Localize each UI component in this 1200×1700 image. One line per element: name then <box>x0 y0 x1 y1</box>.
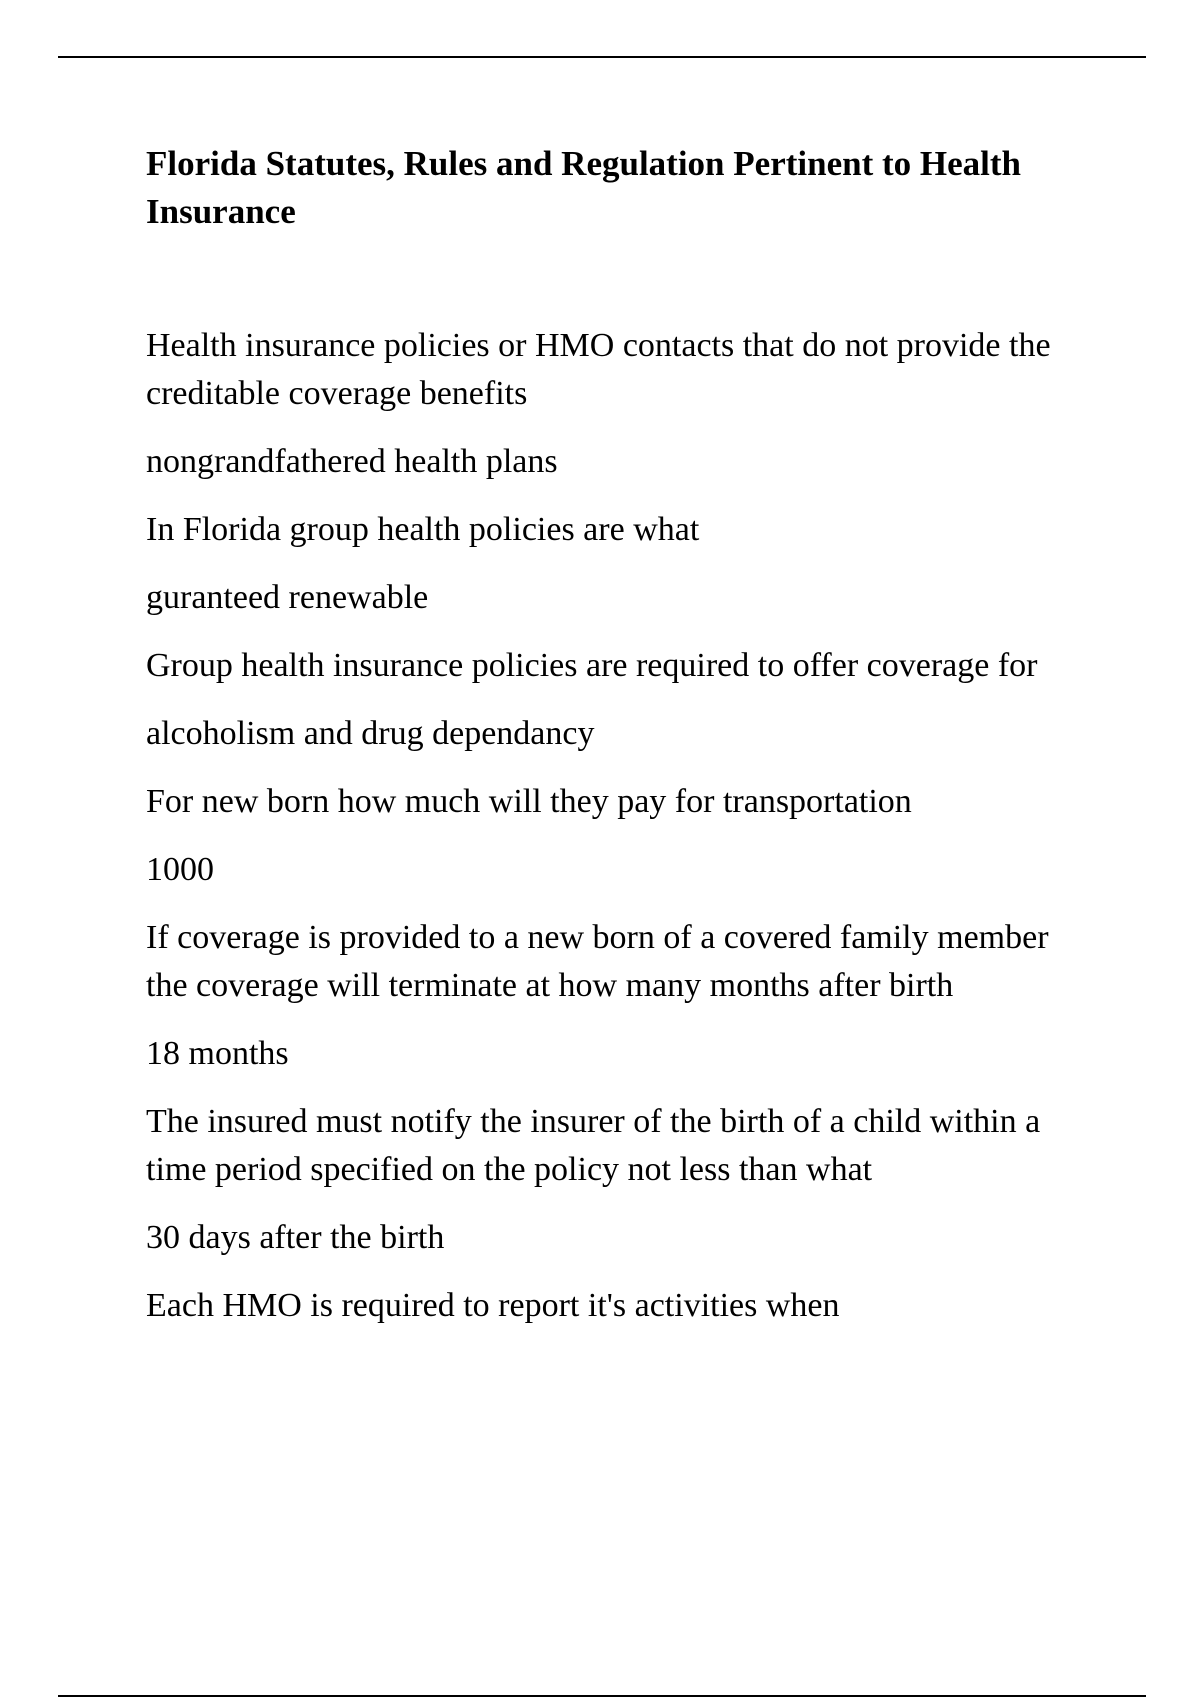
question-text: If coverage is provided to a new born of a covered family member the coverage will terminate at how many months after birth <box>146 919 1049 1004</box>
answer-text: guranteed renewable <box>146 579 429 616</box>
answer-text: 1000 <box>146 851 214 888</box>
answer-text: alcoholism and drug dependancy <box>146 715 595 752</box>
question-text: The insured must notify the insurer of the birth of a child within a time period specified on the policy not less than what <box>146 1103 1041 1188</box>
footer-rule <box>58 1695 1146 1697</box>
question-text: In Florida group health policies are what <box>146 511 700 548</box>
question-text: Group health insurance policies are required to offer coverage for <box>146 647 1038 684</box>
entry-list <box>146 322 1096 1330</box>
header-rule <box>58 56 1146 58</box>
page-content <box>146 140 1096 1350</box>
answer-text: nongrandfathered health plans <box>146 443 558 480</box>
document-title: Florida Statutes, Rules and Regulation Pertinent to Health Insurance <box>146 144 1021 231</box>
answer-text: 18 months <box>146 1035 289 1072</box>
question-text: For new born how much will they pay for transportation <box>146 783 912 820</box>
question-text: Health insurance policies or HMO contacts that do not provide the creditable coverage benefits <box>146 327 1051 412</box>
answer-text: 30 days after the birth <box>146 1219 445 1256</box>
question-text: Each HMO is required to report it's activities when <box>146 1287 840 1324</box>
